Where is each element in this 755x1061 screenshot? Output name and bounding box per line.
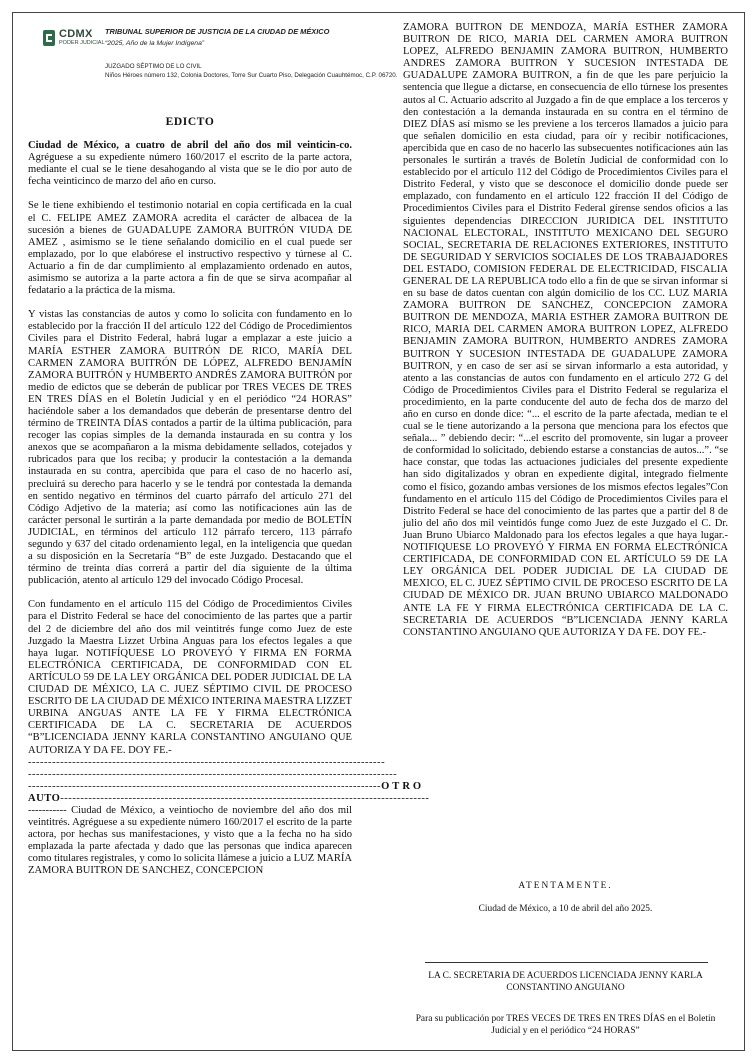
- logo-subtitle: PODER JUDICIAL: [59, 40, 105, 47]
- otro-word: OTRO: [381, 780, 425, 792]
- auto-word: AUTO: [28, 792, 61, 804]
- paragraph-4: Con fundamento en el artículo 115 del Código de Procedimientos Civiles para el Distrito Federal se hace del conocimiento de las partes que a partir del 2 de diciembre del año dos mil veintitrés funge como Juez de este Juzgado la Maestra Lizzet Urbina Anguas para los efectos legales a que haya lugar. NOTIFÍQUESE LO PROVEYÓ Y FIRMA EN FORMA ELECTRÓNICA CERTIFICADA, DE CONFORMIDAD CON EL ARTÍCULO 59 DE LA LEY ORGÁNICA DEL PODER JUDICIAL DE LA CIUDAD DE MÉXICO, LA C. JUEZ SÉPTIMO CIVIL DE PROCESO ESCRITO DE LA CIUDAD DE MÉXICO INTERINA MAESTRA LIZZET URBINA ANGUAS ANTE LA FE Y FIRMA ELECTRÓNICA CERTIFICADA DE LA C. SECRETARIA DE ACUERDOS “B”LICENCIADA JENNY KARLA CONSTANTINO ANGUIANO QUE AUTORIZA Y DA FE. DOY FE.-: [28, 599, 352, 756]
- document-title: EDICTO: [165, 116, 215, 128]
- publication-note: Para su publicación por TRES VECES DE TRES EN TRES DÍAS en el Boletín Judicial y en el periódico “24 HORAS”: [415, 1014, 716, 1036]
- cdmx-emblem-icon: [42, 29, 56, 47]
- paragraph-3: Y vistas las constancias de autos y como lo solicita con fundamento en lo establecido por la fracción II del artículo 122 del Código de Procedimientos Civiles para el Distrito Federal, habrá lugar a emplazar a este juicio a MARÍA ESTHER ZAMORA BUITRÓN DE RICO, MARÍA DEL CARMEN ZAMORA BUITRÓN DE LÓPEZ, ALFREDO BENJAMÍN ZAMORA BUITRÓN y HUMBERTO ANDRÉS ZAMORA BUITRÓN por medio de edictos que se deberán de publicar por TRES VECES DE TRES EN TRES DÍAS en el Boletín Judicial y en el periódico “24 HORAS” haciéndole saber a los demandados que deberán de presentarse dentro del término de TREINTA DÍAS contados a partir de la última publicación, para recoger las copias simples de la demanda instaurada en su contra y los anexos que se acompañaron a la misma debidamente sellados, cotejados y rubricados para que los reciba; y producir la contestación a la demanda instaurada en su contra, apercibida que para el caso de no hacerlo así, precluirá su derecho para hacerlo y se le tendrá por contestada la demanda en sentido negativo en términos del cuarto párrafo del artículo 271 del Código Adjetivo de la materia; así como las notificaciones aún las de carácter personal le surtirán a la parte demandada por medio de BOLETÍN JUDICIAL, en términos del artículo 112 párrafo tercero, 113 párrafo segundo y 637 del citado ordenamiento legal, en la inteligencia que quedan a su disposición en la Secretaría “B” de este Juzgado. Destacando que el término de treinta días correrá a partir del día siguiente de la última publicación, atento al artículo 129 del invocado Código Procesal.: [28, 309, 352, 587]
- place-date: Ciudad de México, a 10 de abril del año 2025.: [478, 904, 653, 914]
- dash-separator-2: --------------------------------------------------------------------------------------------: [28, 768, 398, 780]
- year-motto: “2025, Año de la Mujer Indígena”: [105, 40, 205, 47]
- letterhead: [42, 22, 398, 102]
- signature-line: [425, 962, 708, 963]
- paragraph-1-text: Agréguese a su expediente número 160/2017 el escrito de la parte actora, mediante el cual se le tiene desahogando al vista que se le dio por auto de fecha veinticinco de marzo del año en curso.: [28, 152, 352, 188]
- atentamente: ATENTAMENTE.: [518, 881, 613, 891]
- paragraph-5: ----------- Ciudad de México, a veintiocho de noviembre del año dos mil veintitrés. Agréguese a su expediente número 160/2017 el escrito de la parte actora, por hechas sus manifestaciones, y visto que a la fecha no ha sido emplazada la parte afectada y dado que las personas que indica aparecen como titulares registrales, y como lo solicita llámese a juicio a LUZ MARÍA ZAMORA BUITRON DE SANCHEZ, CONCEPCION: [28, 804, 352, 877]
- tribunal-name: TRIBUNAL SUPERIOR DE JUSTICIA DE LA CIUDAD DE MÉXICO: [105, 27, 330, 36]
- court-name: JUZGADO SÉPTIMO DE LO CIVIL: [105, 63, 202, 70]
- paragraph-1-date: Ciudad de México, a cuatro de abril del año dos mil veinticin-co.: [28, 140, 352, 152]
- paragraph-6: ZAMORA BUITRON DE MENDOZA, MARÍA ESTHER ZAMORA BUITRON DE RICO, MARIA DEL CARMEN AMORA BUITRON LOPEZ, ALFREDO BENJAMIN ZAMORA BUITRON, HUMBERTO ANDRES ZAMORA BUITRON Y SUCESION INTESTADA DE GUADALUPE ZAMORA BUITRON, a fin de que les pare perjuicio la sentencia que llegue a dictarse, en consecuencia de ello túrnese los presentes autos al C. Actuario adscrito al Juzgado a fin de que emplace a los terceros y den contestación a la demanda instaurada en su contra en el término de DIEZ DÍAS así mismo se les previene a los terceros llamados a juicio para que señalen domicilio en esta ciudad, para oír y recibir notificaciones, apercibida que en caso de no hacerlo las subsecuentes notificaciones aún las personales le surtirán a través de Boletín Judicial de conformidad con lo establecido por el artículo 112 del Código de Procedimientos Civiles para el Distrito Federal, y visto que se desconoce el domicilio donde puede ser emplazado, con fundamento en el artículo 122 fracción II del Código de Procedimientos Civiles para el Distrito Federal gírense sendos oficios a las siguientes dependencias DIRECCION JURIDICA DEL INSTITUTO NACIONAL ELECTORAL, INSTITUTO MEXICANO DEL SEGURO SOCIAL, SECRETARIA DE RELACIONES EXTERIORES, INSTITUTO DE SEGURIDAD Y SERVICIOS SOCIALES DE LOS TRABAJADORES DEL ESTADO, COMISION FEDERAL DE ELECTRICIDAD, FISCALIA GENERAL DE LA REPUBLICA todo ello a fin de que se sirvan informar si en su base de datos cuentan con algún domicilio de los CC. LUZ MARIA ZAMORA BUITRON DE SANCHEZ, CONCEPCION ZAMORA BUITRON DE MENDOZA, MARIA ESTHER ZAMORA BUITRON DE RICO, MARIA DEL CARMEN AMORA BUITRON LOPEZ, ALFREDO BENJAMIN ZAMORA BUITRON, HUMBERTO ANDRES ZAMORA BUITRON Y SUCESION INTESTADA DE GUADALUPE ZAMORA BUITRON, y en caso de ser así se sirvan informarlo a esta autoridad, y atento a las constancias de autos con fundamento en el artículo 272 G del Código de Procedimientos Civiles para el Distrito Federal se regulariza el procedimiento, en la parte conducente del auto de fecha dos de marzo del año en curso en donde dice: “... el escrito de la parte afectada, median te el cual se le tiene autorizando a la persona que menciona para los efectos que señala... ” debiendo decir: “...el escrito del promovente, sin lugar a proveer de conformidad lo solicitado, debiendo estarse a constancias de autos...”. “se hace constar, que todas las actuaciones judiciales del presente expediente han sido digitalizados y obran en expediente digital, integrado fielmente como el físico, gozando ambas versiones de los mismos efectos legales”Con fundamento en el artículo 115 del Código de Procedimientos Civiles para el Distrito Federal se hace del conocimiento de las partes que a partir del 8 de julio del año dos mil veintidós funge como Juez de este Juzgado el C. Dr. Juan Bruno Ubiarco Maldonado para los efectos legales a que haya lugar.- NOTIFIQUESE LO PROVEYÓ Y FIRMA EN FORMA ELECTRÓNICA CERTIFICADA, DE CONFORMIDAD CON EL ARTÍCULO 59 DE LA LEY ORGÁNICA DEL PODER JUDICIAL DE LA CIUDAD DE MEXICO, EL C. JUEZ SÉPTIMO CIVIL DE PROCESO ESCRITO DE LA CIUDAD DE MÉXICO DR. JUAN BRUNO UBIARCO MALDONADO ANTE LA FE Y FIRMA ELECTRÓNICA CERTIFICADA DE LA C. SECRETARIA DE ACUERDOS “B”LICENCIADA JENNY KARLA CONSTANTINO ANGUIANO QUE AUTORIZA Y DA FE. DOY FE.-: [403, 22, 728, 638]
- auto-heading-line: AUTO --------------------------------------------------------------------------------------------: [28, 792, 430, 804]
- right-column: [403, 22, 728, 639]
- paragraph-2: Se le tiene exhibiendo el testimonio notarial en copia certificada en la cual el C. FELIPE AMEZ ZAMORA acredita el carácter de albacea de la sucesión a bienes de GUADALUPE ZAMORA BUITRÓN VIUDA DE AMEZ , asimismo se le tiene señalando domicilio en el cual puede ser emplazado, por lo que elabórese el instructivo respectivo y túrnese al C. Actuario a fin de dar cumplimiento al emplazamiento ordenado en autos, asimismo se autoriza a la parte actora a fin de que se sirva acompañar al fedatario a la práctica de la misma.: [28, 200, 352, 297]
- cdmx-logo: [42, 26, 107, 50]
- otro-auto-heading: ---------------------------------------------------------------------------------------- OTRO: [28, 780, 425, 792]
- secretaria-signature: LA C. SECRETARIA DE ACUERDOS LICENCIADA JENNY KARLA CONSTANTINO ANGUIANO: [428, 971, 703, 993]
- court-address: Niños Héroes número 132, Colonia Doctores, Torre Sur Cuarto Piso, Delegación Cuauhtémoc, C.P. 06720.: [105, 72, 398, 79]
- dash-separator-1: -----------------------------------------------------------------------------------------: [28, 756, 386, 768]
- paragraph-1: [28, 140, 352, 188]
- logo-title: CDMX: [59, 28, 93, 41]
- left-column: [28, 116, 430, 878]
